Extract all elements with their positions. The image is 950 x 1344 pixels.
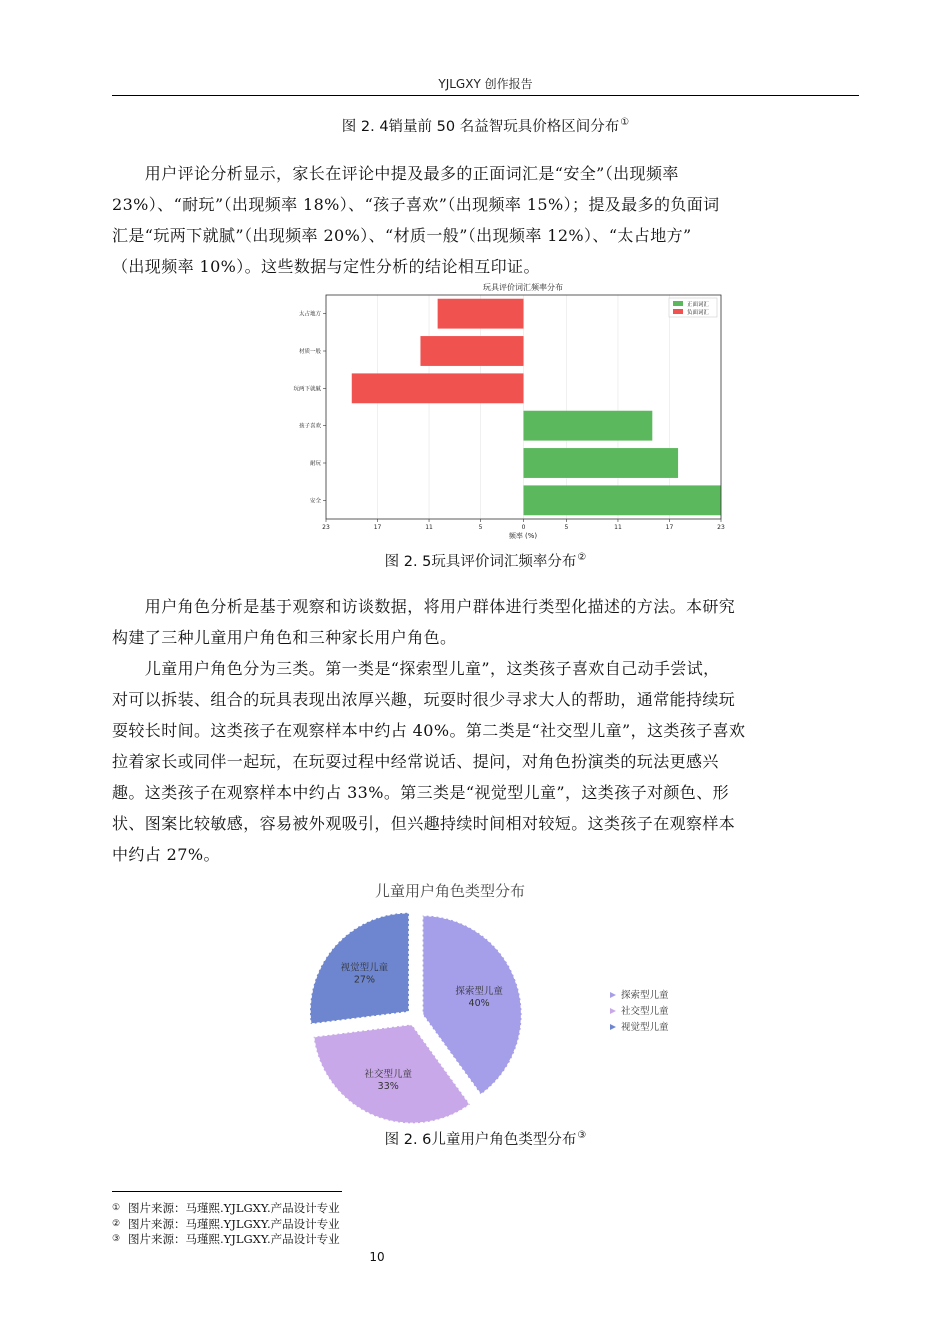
footnote-rule — [112, 1191, 342, 1192]
slice-percent: 33% — [377, 1080, 399, 1092]
text-line: 状、图案比较敏感，容易被外观吸引，但兴趣持续时间相对较短。这类孩子在观察样本 — [112, 814, 736, 833]
x-axis-label: 频率 (%) — [508, 532, 538, 540]
legend-marker — [610, 1024, 616, 1030]
text-line: 中约占 27%。 — [112, 845, 220, 864]
x-tick-label: 0 — [521, 524, 526, 531]
text-line: 用户角色分析是基于观察和访谈数据，将用户群体进行类型化描述的方法。本研究 — [112, 597, 736, 616]
text-line: （出现频率 10%）。这些数据与定性分析的结论相互印证。 — [112, 257, 540, 276]
x-tick-label: 5 — [564, 524, 569, 531]
slice-percent: 27% — [353, 974, 376, 986]
x-tick-label: 11 — [614, 524, 622, 531]
bar — [524, 411, 653, 441]
footnote — [112, 1232, 340, 1246]
bar — [420, 336, 523, 366]
text-line: 23%）、“耐玩”（出现频率 18%）、“孩子喜欢”（出现频率 15%）；提及最多的负面词 — [112, 195, 720, 214]
paragraph-review-analysis — [112, 158, 859, 282]
text-line: 对可以拆装、组合的玩具表现出浓厚兴趣，玩耍时很少寻求大人的帮助，通常能持续玩 — [112, 690, 736, 709]
bar — [524, 448, 679, 478]
legend-label: 视觉型儿童 — [621, 1022, 669, 1033]
text-line: 耍较长时间。这类孩子在观察样本中约占 40%。第二类是“社交型儿童”，这类孩子喜欢 — [112, 721, 746, 740]
child-role-pie-chart — [290, 872, 690, 1128]
footnote-ref: ② — [577, 552, 587, 564]
x-tick-label: 17 — [665, 524, 674, 531]
legend-label: 社交型儿童 — [621, 1006, 669, 1017]
slice-label: 探索型儿童 — [455, 986, 503, 998]
y-tick-label: 材质一般 — [298, 349, 321, 355]
legend-swatch-positive — [673, 301, 683, 306]
x-tick-label: 23 — [322, 524, 330, 531]
y-tick-label: 玩两下就腻 — [293, 386, 321, 393]
legend-swatch-negative — [673, 309, 683, 314]
footnote-text: 图片来源：马瑾熙.YJLGXY.产品设计专业 — [128, 1217, 340, 1231]
x-tick-label: 11 — [425, 524, 433, 531]
footnote-ref: ③ — [577, 1130, 587, 1142]
y-tick-label: 孩子喜欢 — [298, 423, 321, 430]
x-tick-label: 5 — [478, 524, 483, 531]
figure-caption-2-6 — [112, 1128, 859, 1149]
bar — [352, 373, 524, 403]
footnote-mark: ① — [112, 1203, 121, 1213]
text-line: 汇是“玩两下就腻”（出现频率 20%）、“材质一般”（出现频率 12%）、“太占地方” — [112, 226, 692, 245]
x-tick-label: 17 — [373, 524, 382, 531]
page-number: 10 — [369, 1250, 385, 1264]
caption-text: 图 2. 4销量前 50 名益智玩具价格区间分布 — [341, 119, 620, 135]
slice-label: 视觉型儿童 — [340, 962, 389, 974]
text-line: 儿童用户角色分为三类。第一类是“探索型儿童”，这类孩子喜欢自己动手尝试， — [112, 659, 720, 678]
footnote — [112, 1201, 340, 1215]
figure-caption-2-5 — [112, 550, 859, 571]
text-line: 趣。这类孩子在观察样本中约占 33%。第三类是“视觉型儿童”，这类孩子对颜色、形 — [112, 783, 730, 802]
bar — [524, 485, 722, 515]
y-tick-label: 耐玩 — [309, 461, 321, 467]
figure-caption-2-4 — [112, 115, 859, 136]
footnote-mark: ② — [112, 1219, 121, 1229]
footnote-ref: ① — [620, 117, 630, 129]
slice-percent: 40% — [468, 998, 490, 1010]
caption-text: 图 2. 6儿童用户角色类型分布 — [384, 1132, 577, 1148]
chart-title: 儿童用户角色类型分布 — [374, 882, 526, 900]
text-line: 用户评论分析显示，家长在评论中提及最多的正面词汇是“安全”（出现频率 — [112, 164, 679, 183]
header-rule — [112, 95, 859, 96]
footnote — [112, 1217, 340, 1231]
footnote-text: 图片来源：马瑾熙.YJLGXY.产品设计专业 — [128, 1232, 340, 1246]
chart-legend — [669, 298, 717, 317]
legend-marker — [610, 1008, 616, 1014]
word-frequency-bar-chart — [283, 279, 728, 543]
slice-label: 社交型儿童 — [364, 1068, 412, 1080]
paragraph-user-roles — [112, 591, 859, 870]
text-line: 拉着家长或同伴一起玩，在玩耍过程中经常说话、提问，对角色扮演类的玩法更感兴 — [112, 752, 719, 771]
footnote-mark: ③ — [112, 1234, 121, 1244]
legend-label-positive: 正面词汇 — [687, 302, 710, 308]
caption-text: 图 2. 5玩具评价词汇频率分布 — [384, 554, 577, 570]
y-tick-label: 安全 — [309, 498, 321, 505]
text-line: 构建了三种儿童用户角色和三种家长用户角色。 — [112, 628, 457, 647]
legend-label: 探索型儿童 — [621, 990, 669, 1001]
bar — [438, 299, 524, 329]
footnote-text: 图片来源：马瑾熙.YJLGXY.产品设计专业 — [128, 1201, 340, 1215]
running-header: YJLGXY 创作报告 — [438, 77, 533, 91]
chart-title: 玩具评价词汇频率分布 — [483, 283, 563, 292]
legend-label-negative: 负面词汇 — [687, 310, 710, 316]
x-tick-label: 23 — [717, 524, 725, 531]
y-tick-label: 太占地方 — [298, 311, 321, 318]
legend-marker — [610, 992, 616, 998]
